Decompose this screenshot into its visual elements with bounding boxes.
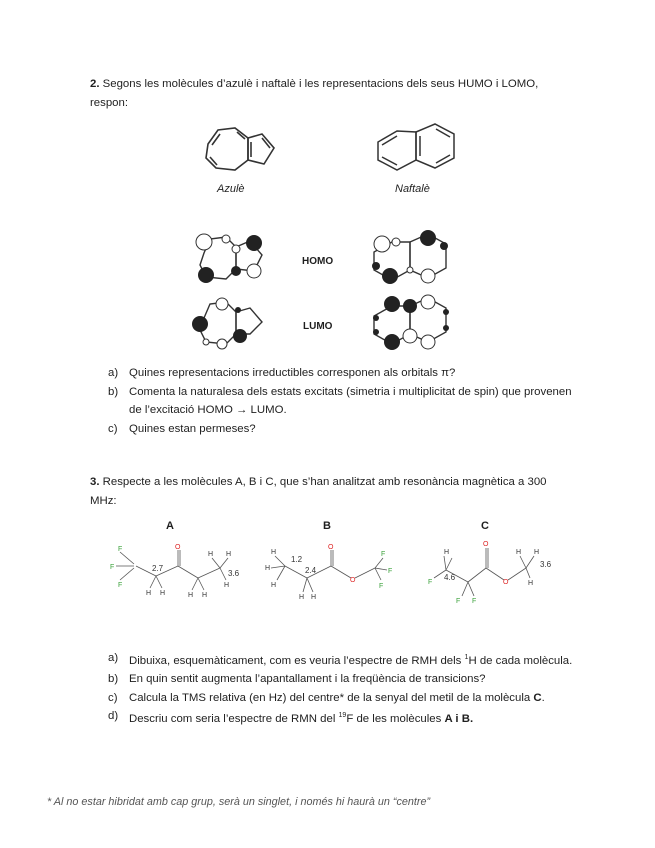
question-3-heading (90, 473, 570, 511)
item-text: Quines representacions irreductibles corresponen als orbitals π? (129, 367, 456, 379)
fluorine-atom: F (381, 551, 386, 558)
list-item (108, 707, 578, 728)
hydrogen-atom: H (226, 551, 232, 558)
naphthalene-label: Naftalè (395, 183, 430, 195)
list-item (108, 649, 578, 670)
question-2-items (108, 364, 578, 438)
hydrogen-atom: H (265, 565, 271, 572)
molecule-a-structure (108, 538, 258, 608)
item-bold: C (533, 691, 542, 704)
item-marker: b) (108, 673, 119, 686)
fluorine-atom: F (428, 579, 433, 586)
fluorine-atom: F (110, 564, 115, 571)
item-text: Descriu com seria l’espectre de RMN del (129, 713, 339, 726)
hydrogen-atom: H (528, 580, 534, 587)
molecule-a-label: A (166, 520, 174, 532)
question-2-number: 2. (90, 78, 100, 90)
fluorine-atom: F (456, 598, 461, 605)
hydrogen-atom: H (311, 594, 317, 601)
oxygen-atom: O (328, 544, 334, 551)
naphthalene-homo-orbital (368, 230, 458, 290)
molecule-b-label: B (323, 520, 331, 532)
question-3-text: Respecte a les molècules A, B i C, que s’han analitzat amb resonància magnètica a 300 MHz: (90, 476, 547, 507)
fluorine-atom: F (472, 598, 477, 605)
question-2-heading (90, 75, 570, 113)
molecule-b-structure (263, 538, 413, 608)
hydrogen-atom: H (299, 594, 305, 601)
coupling-constant: 2.4 (305, 566, 317, 575)
azulene-homo-orbital (192, 233, 272, 288)
item-text: Comenta la naturalesa dels estats excitats (simetria i multiplicitat de spin) que provenen de l’excitació HOMO → LUMO. (129, 385, 572, 416)
coupling-constant: 3.6 (540, 560, 552, 569)
list-item (108, 689, 578, 708)
hydrogen-atom: H (271, 549, 277, 556)
list-item (108, 364, 578, 383)
fluorine-atom: F (388, 568, 393, 575)
item-superscript: 1 (464, 654, 469, 661)
homo-label: HOMO (302, 256, 334, 267)
coupling-constant: 3.6 (228, 569, 240, 578)
coupling-constant: 2.7 (152, 564, 164, 573)
hydrogen-atom: H (444, 549, 450, 556)
oxygen-atom: O (350, 577, 356, 584)
hydrogen-atom: H (188, 592, 194, 599)
molecule-c-label: C (481, 520, 489, 532)
oxygen-atom: O (175, 544, 181, 551)
fluorine-atom: F (118, 582, 123, 589)
item-text: Calcula la TMS relativa (en Hz) del centre* de la senyal del metil de la molècula (129, 691, 534, 704)
oxygen-atom: O (483, 541, 489, 548)
azulene-structure (190, 122, 290, 182)
fluorine-atom: F (118, 546, 123, 553)
item-marker: a) (108, 367, 119, 379)
item-marker: b) (108, 385, 119, 398)
hydrogen-atom: H (271, 582, 277, 589)
lumo-label: LUMO (303, 321, 333, 332)
hydrogen-atom: H (208, 551, 214, 558)
item-bold: A i B. (444, 713, 474, 726)
question-3-number: 3. (90, 476, 100, 488)
hydrogen-atom: H (534, 549, 540, 556)
azulene-label: Azulè (217, 183, 245, 195)
azulene-lumo-orbital (192, 298, 272, 353)
item-marker: c) (108, 422, 118, 435)
item-text: En quin sentit augmenta l’apantallament i la freqüència de transicions? (129, 673, 486, 686)
naphthalene-lumo-orbital (368, 294, 458, 354)
item-text: Dibuixa, esquemàticament, com es veuria l’espectre de RMH dels (129, 654, 465, 667)
hydrogen-atom: H (516, 549, 522, 556)
list-item (108, 670, 578, 689)
hydrogen-atom: H (146, 590, 152, 597)
item-superscript: 19 (338, 712, 347, 720)
question-3-items (108, 649, 578, 729)
coupling-constant: 1.2 (291, 555, 303, 564)
list-item (108, 383, 578, 420)
item-text: F de les molècules (346, 713, 445, 726)
question-2-text: Segons les molècules d’azulè i naftalè i les representacions dels seus HUMO i LOMO, respon: (90, 78, 539, 109)
list-item (108, 420, 578, 439)
footnote: * Al no estar hibridat amb cap grup, serà un singlet, i només hi haurà un “centre” (47, 796, 431, 808)
oxygen-atom: O (503, 579, 509, 586)
hydrogen-atom: H (160, 590, 166, 597)
item-marker: a) (108, 652, 119, 664)
fluorine-atom: F (379, 583, 384, 590)
item-text: H de cada molècula. (468, 654, 573, 667)
coupling-constant: 4.6 (444, 573, 456, 582)
molecule-c-structure (422, 534, 572, 609)
item-text: . (541, 691, 545, 704)
item-marker: c) (108, 691, 118, 704)
hydrogen-atom: H (202, 592, 208, 599)
naphthalene-structure (372, 124, 462, 179)
hydrogen-atom: H (224, 582, 230, 589)
item-text: Quines estan permeses? (129, 422, 256, 435)
item-marker: d) (108, 710, 119, 723)
